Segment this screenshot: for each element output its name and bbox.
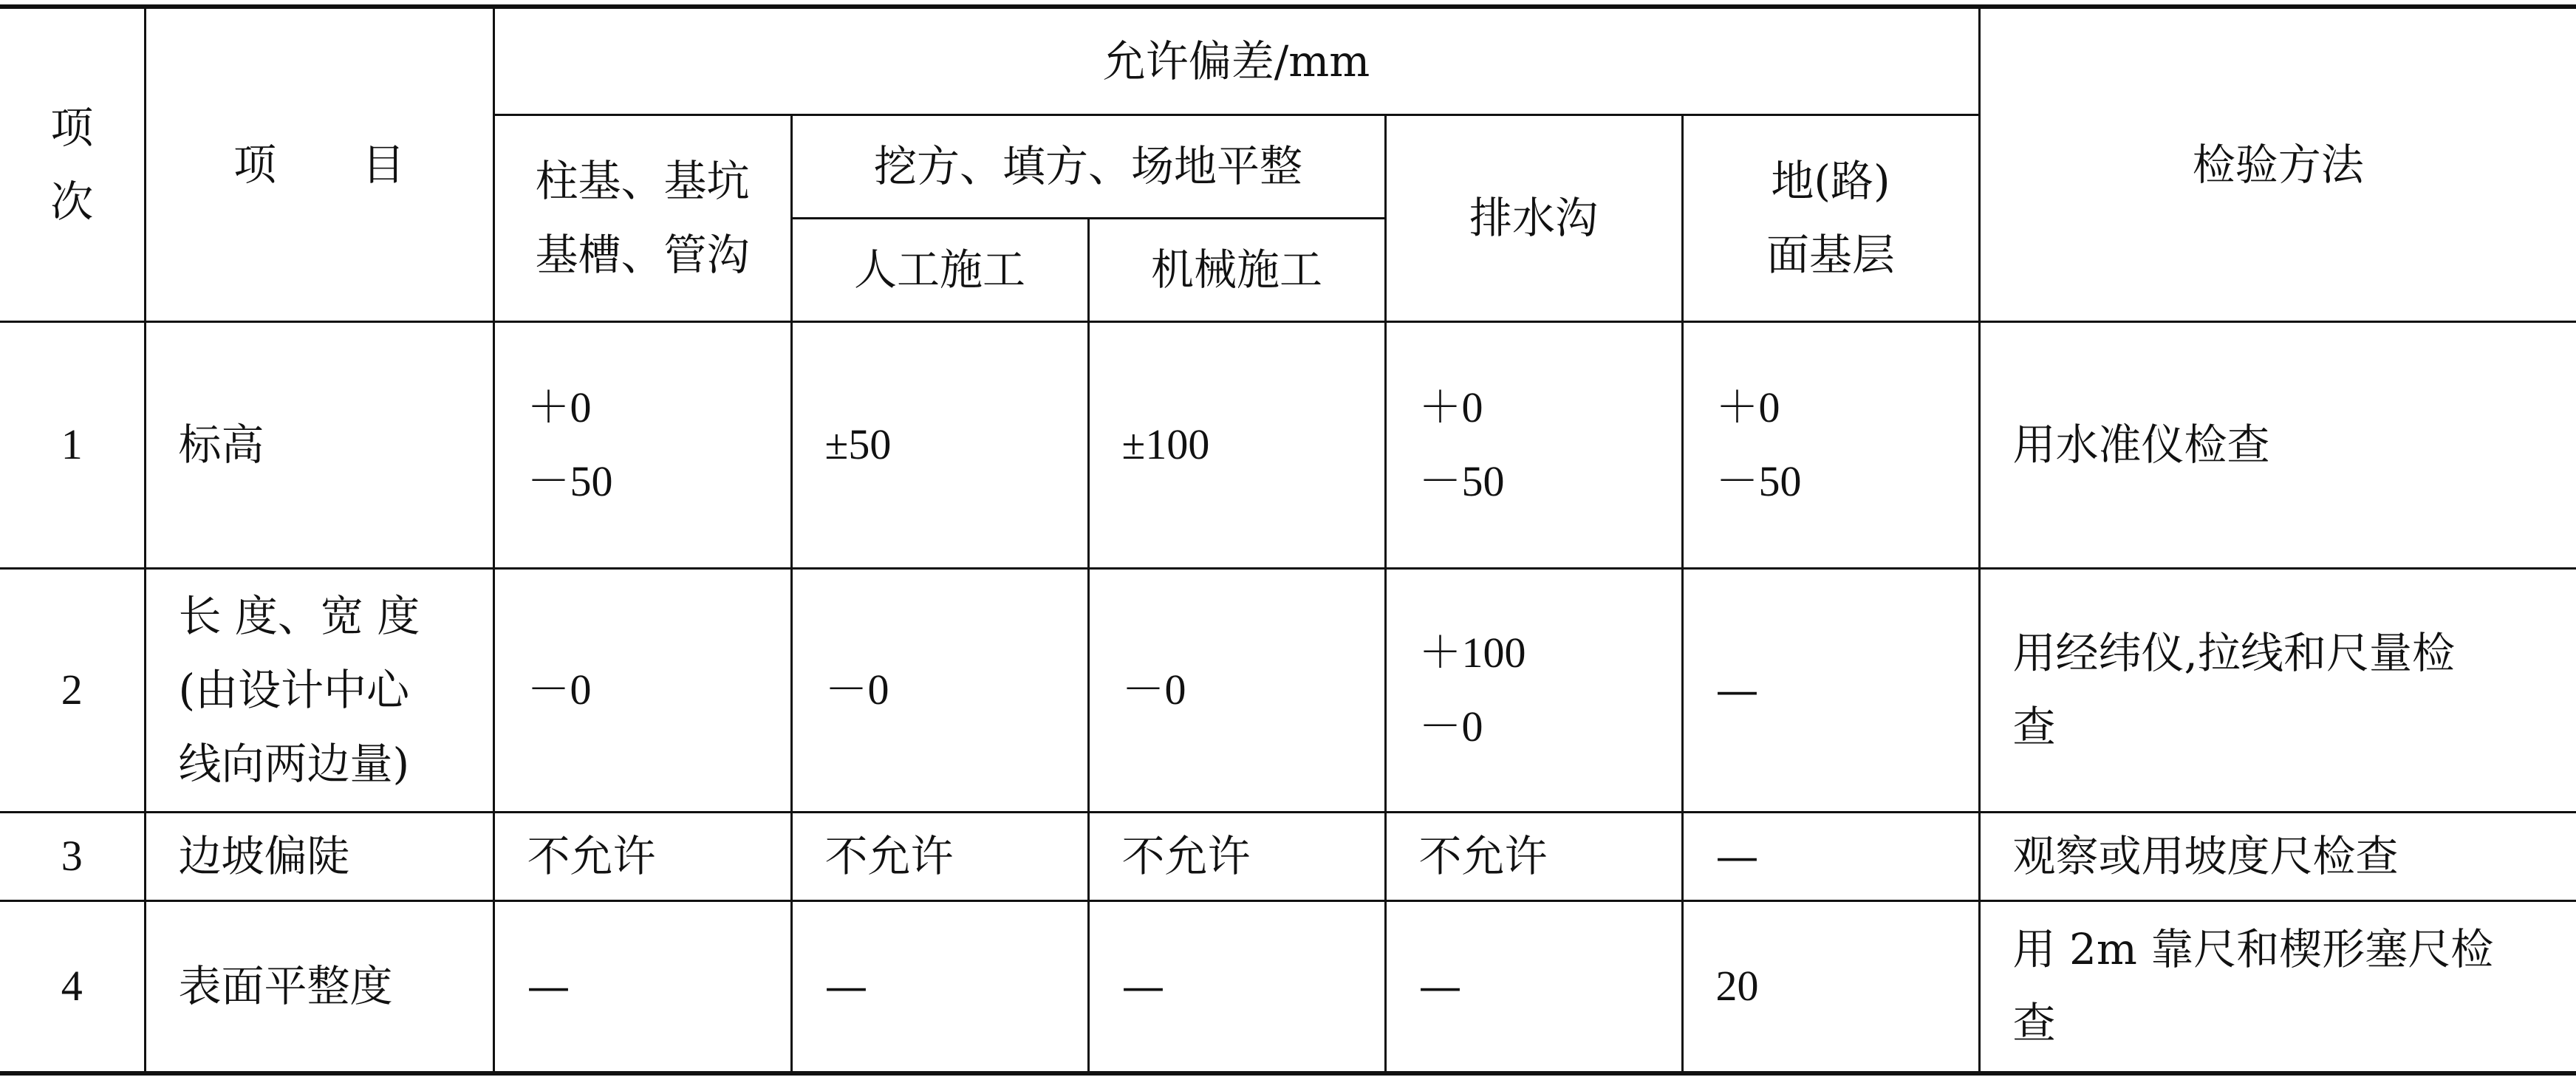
row-item: 标高 — [145, 321, 493, 568]
header-row-1 — [0, 7, 2576, 114]
row-ground-base: ＋0 －50 — [1682, 321, 1979, 568]
row-drain: ＋100 －0 — [1385, 568, 1682, 812]
row-manual: — — [791, 900, 1088, 1073]
row-mechanical: －0 — [1088, 568, 1385, 812]
row-column-pit: 不允许 — [493, 812, 791, 900]
header-item: 项 目 — [145, 7, 493, 321]
table-row — [0, 568, 2576, 812]
row-mechanical: — — [1088, 900, 1385, 1073]
row-method: 用 2m 靠尺和楔形塞尺检 查 — [1979, 900, 2576, 1073]
row-manual: ±50 — [791, 321, 1088, 568]
header-ground-base: 地(路) 面基层 — [1682, 114, 1979, 321]
header-allowed-deviation: 允许偏差/mm — [493, 7, 1979, 114]
table-row — [0, 812, 2576, 900]
header-item-no: 项 次 — [0, 7, 145, 321]
row-ground-base: 20 — [1682, 900, 1979, 1073]
row-no: 1 — [0, 321, 145, 568]
row-no: 4 — [0, 900, 145, 1073]
row-method: 观察或用坡度尺检查 — [1979, 812, 2576, 900]
row-manual: －0 — [791, 568, 1088, 812]
deviation-table-wrapper — [0, 4, 2576, 1071]
row-mechanical: 不允许 — [1088, 812, 1385, 900]
row-item: 表面平整度 — [145, 900, 493, 1073]
row-column-pit: — — [493, 900, 791, 1073]
header-mechanical: 机械施工 — [1088, 218, 1385, 321]
row-method: 用经纬仪,拉线和尺量检 查 — [1979, 568, 2576, 812]
row-no: 3 — [0, 812, 145, 900]
row-column-pit: －0 — [493, 568, 791, 812]
row-drain: — — [1385, 900, 1682, 1073]
row-ground-base: — — [1682, 568, 1979, 812]
row-mechanical: ±100 — [1088, 321, 1385, 568]
table-row — [0, 321, 2576, 568]
header-column-pit: 柱基、基坑 基槽、管沟 — [493, 114, 791, 321]
header-drain: 排水沟 — [1385, 114, 1682, 321]
header-manual: 人工施工 — [791, 218, 1088, 321]
row-column-pit: ＋0 －50 — [493, 321, 791, 568]
row-no: 2 — [0, 568, 145, 812]
row-item: 边坡偏陡 — [145, 812, 493, 900]
deviation-table — [0, 4, 2576, 1076]
row-method: 用水准仪检查 — [1979, 321, 2576, 568]
row-drain: 不允许 — [1385, 812, 1682, 900]
row-ground-base: — — [1682, 812, 1979, 900]
table-row — [0, 900, 2576, 1073]
row-item: 长 度、宽 度 (由设计中心 线向两边量) — [145, 568, 493, 812]
row-drain: ＋0 －50 — [1385, 321, 1682, 568]
row-manual: 不允许 — [791, 812, 1088, 900]
header-method: 检验方法 — [1979, 7, 2576, 321]
header-excavation-group: 挖方、填方、场地平整 — [791, 114, 1385, 218]
